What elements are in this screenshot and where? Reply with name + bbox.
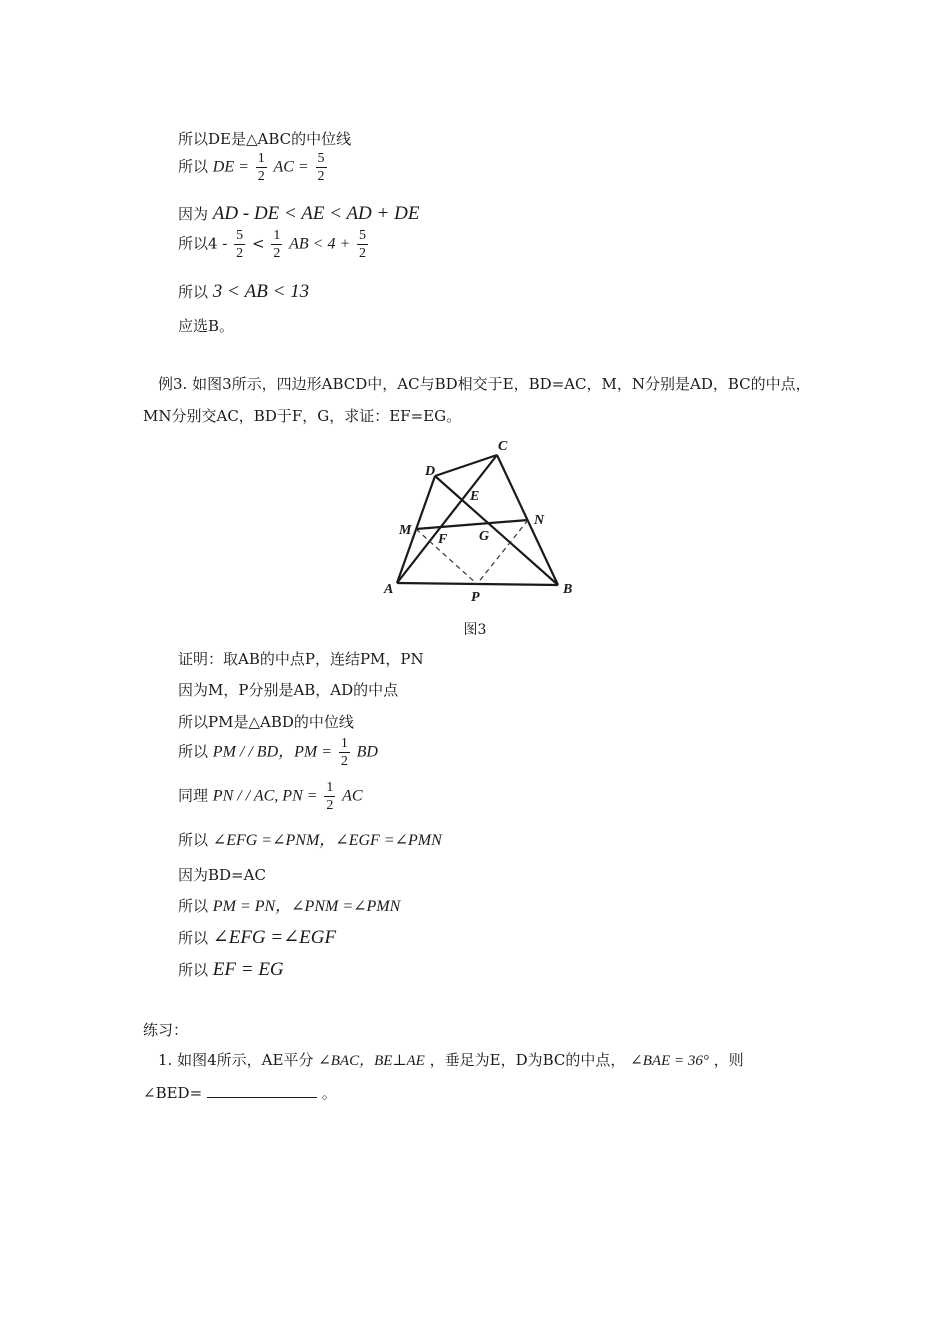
text-end: ，则 (713, 1051, 744, 1069)
math-angle-equal: ∠EFG =∠EGF (212, 927, 337, 948)
line-answer: 应选B。 (178, 317, 235, 335)
text-prefix: 所以 (178, 897, 209, 915)
fraction: $\frac{1}{2}$ (273, 228, 281, 261)
proof-line7: 因为BD=AC (178, 866, 266, 884)
example3-line2: MN分别交AC，BD于F，G，求证：EF=EG。 (143, 407, 462, 425)
label-A: A (384, 582, 394, 597)
figure-caption: 图3 (463, 622, 487, 638)
label-F: F (438, 532, 448, 547)
math-conclusion: EF = EG (212, 959, 284, 980)
math-bisector: ∠BAC，BE⊥AE (318, 1053, 425, 1069)
fraction: $\frac{1}{2}$ (340, 736, 348, 769)
math-inequality: AD - DE < AE < AD + DE (212, 203, 420, 224)
text-prefix: 因为 (178, 205, 209, 223)
line-de-value (178, 150, 329, 185)
figure-3-diagram (380, 433, 590, 613)
math-bd: BD (356, 743, 378, 761)
line-midline: 所以DE是△ABC的中位线 (178, 130, 352, 148)
text-end: 。 (321, 1084, 337, 1102)
math-pn: PN / / AC, PN = (212, 787, 318, 805)
math-angles: ∠EFG =∠PNM，∠EGF =∠PMN (212, 832, 442, 849)
proof-line6 (178, 830, 442, 851)
label-N: N (534, 513, 545, 528)
proof-line8 (178, 896, 400, 917)
math-ac: AC = (273, 158, 309, 176)
diagonal-BD (435, 476, 558, 585)
label-G: G (479, 529, 490, 544)
text-prefix: 所以 (178, 929, 209, 947)
fraction: $\frac{5}{2}$ (236, 228, 244, 261)
label-P: P (471, 590, 480, 605)
proof-line2: 因为M，P分别是AB，AD的中点 (178, 681, 399, 699)
math-pm: PM / / BD，PM = (212, 743, 333, 761)
text-prefix: ∠BED= (143, 1084, 203, 1102)
text-prefix: 所以 (178, 961, 209, 979)
text-prefix: 所以4 - (178, 234, 228, 253)
example3-line1: 例3. 如图3所示，四边形ABCD中，AC与BD相交于E，BD=AC，M，N分别是AD，BC的中点， (158, 375, 811, 393)
math-ab-result: 3 < AB < 13 (212, 281, 310, 302)
proof-line1: 证明：取AB的中点P，连结PM，PN (178, 650, 424, 668)
math-angle-bae: ∠BAE = 36° (630, 1053, 709, 1069)
line-inequality (178, 204, 419, 224)
proof-line10 (178, 960, 284, 980)
line-ab-range (178, 227, 370, 262)
text-prefix: 所以 (178, 831, 209, 849)
text-prefix: 所以 (178, 283, 209, 301)
fraction: $\frac{5}{2}$ (317, 151, 325, 184)
label-D: D (425, 464, 436, 479)
label-C: C (498, 439, 508, 454)
text-prefix: 同理 (178, 786, 209, 805)
proof-line5 (178, 779, 363, 814)
exercise-title: 练习： (143, 1021, 189, 1039)
math-ab: AB < 4 + (289, 235, 351, 253)
answer-blank[interactable] (207, 1083, 317, 1098)
exercise-q1-line1 (158, 1050, 744, 1071)
line-ab-result (178, 282, 309, 302)
text-prefix: 所以 (178, 157, 209, 176)
text-prefix: 1. 如图4所示，AE平分 (158, 1051, 314, 1069)
proof-line3: 所以PM是△ABD的中位线 (178, 713, 354, 731)
text-mid: ，垂足为E，D为BC的中点， (429, 1051, 626, 1069)
fraction: $\frac{5}{2}$ (359, 228, 367, 261)
text-prefix: 所以 (178, 742, 209, 761)
math-de: DE = (212, 158, 249, 176)
fraction: $\frac{1}{2}$ (257, 151, 265, 184)
proof-line4 (178, 735, 378, 770)
exercise-q1-line2 (143, 1083, 337, 1103)
label-B: B (563, 582, 573, 597)
fraction: $\frac{1}{2}$ (326, 780, 334, 813)
label-E: E (470, 489, 480, 504)
label-M: M (399, 523, 412, 538)
math-equal: PM = PN，∠PNM =∠PMN (212, 898, 401, 915)
math-ac: AC (342, 787, 363, 805)
proof-line9 (178, 928, 336, 948)
less-than: < (251, 234, 265, 253)
segment-MN (416, 520, 528, 529)
